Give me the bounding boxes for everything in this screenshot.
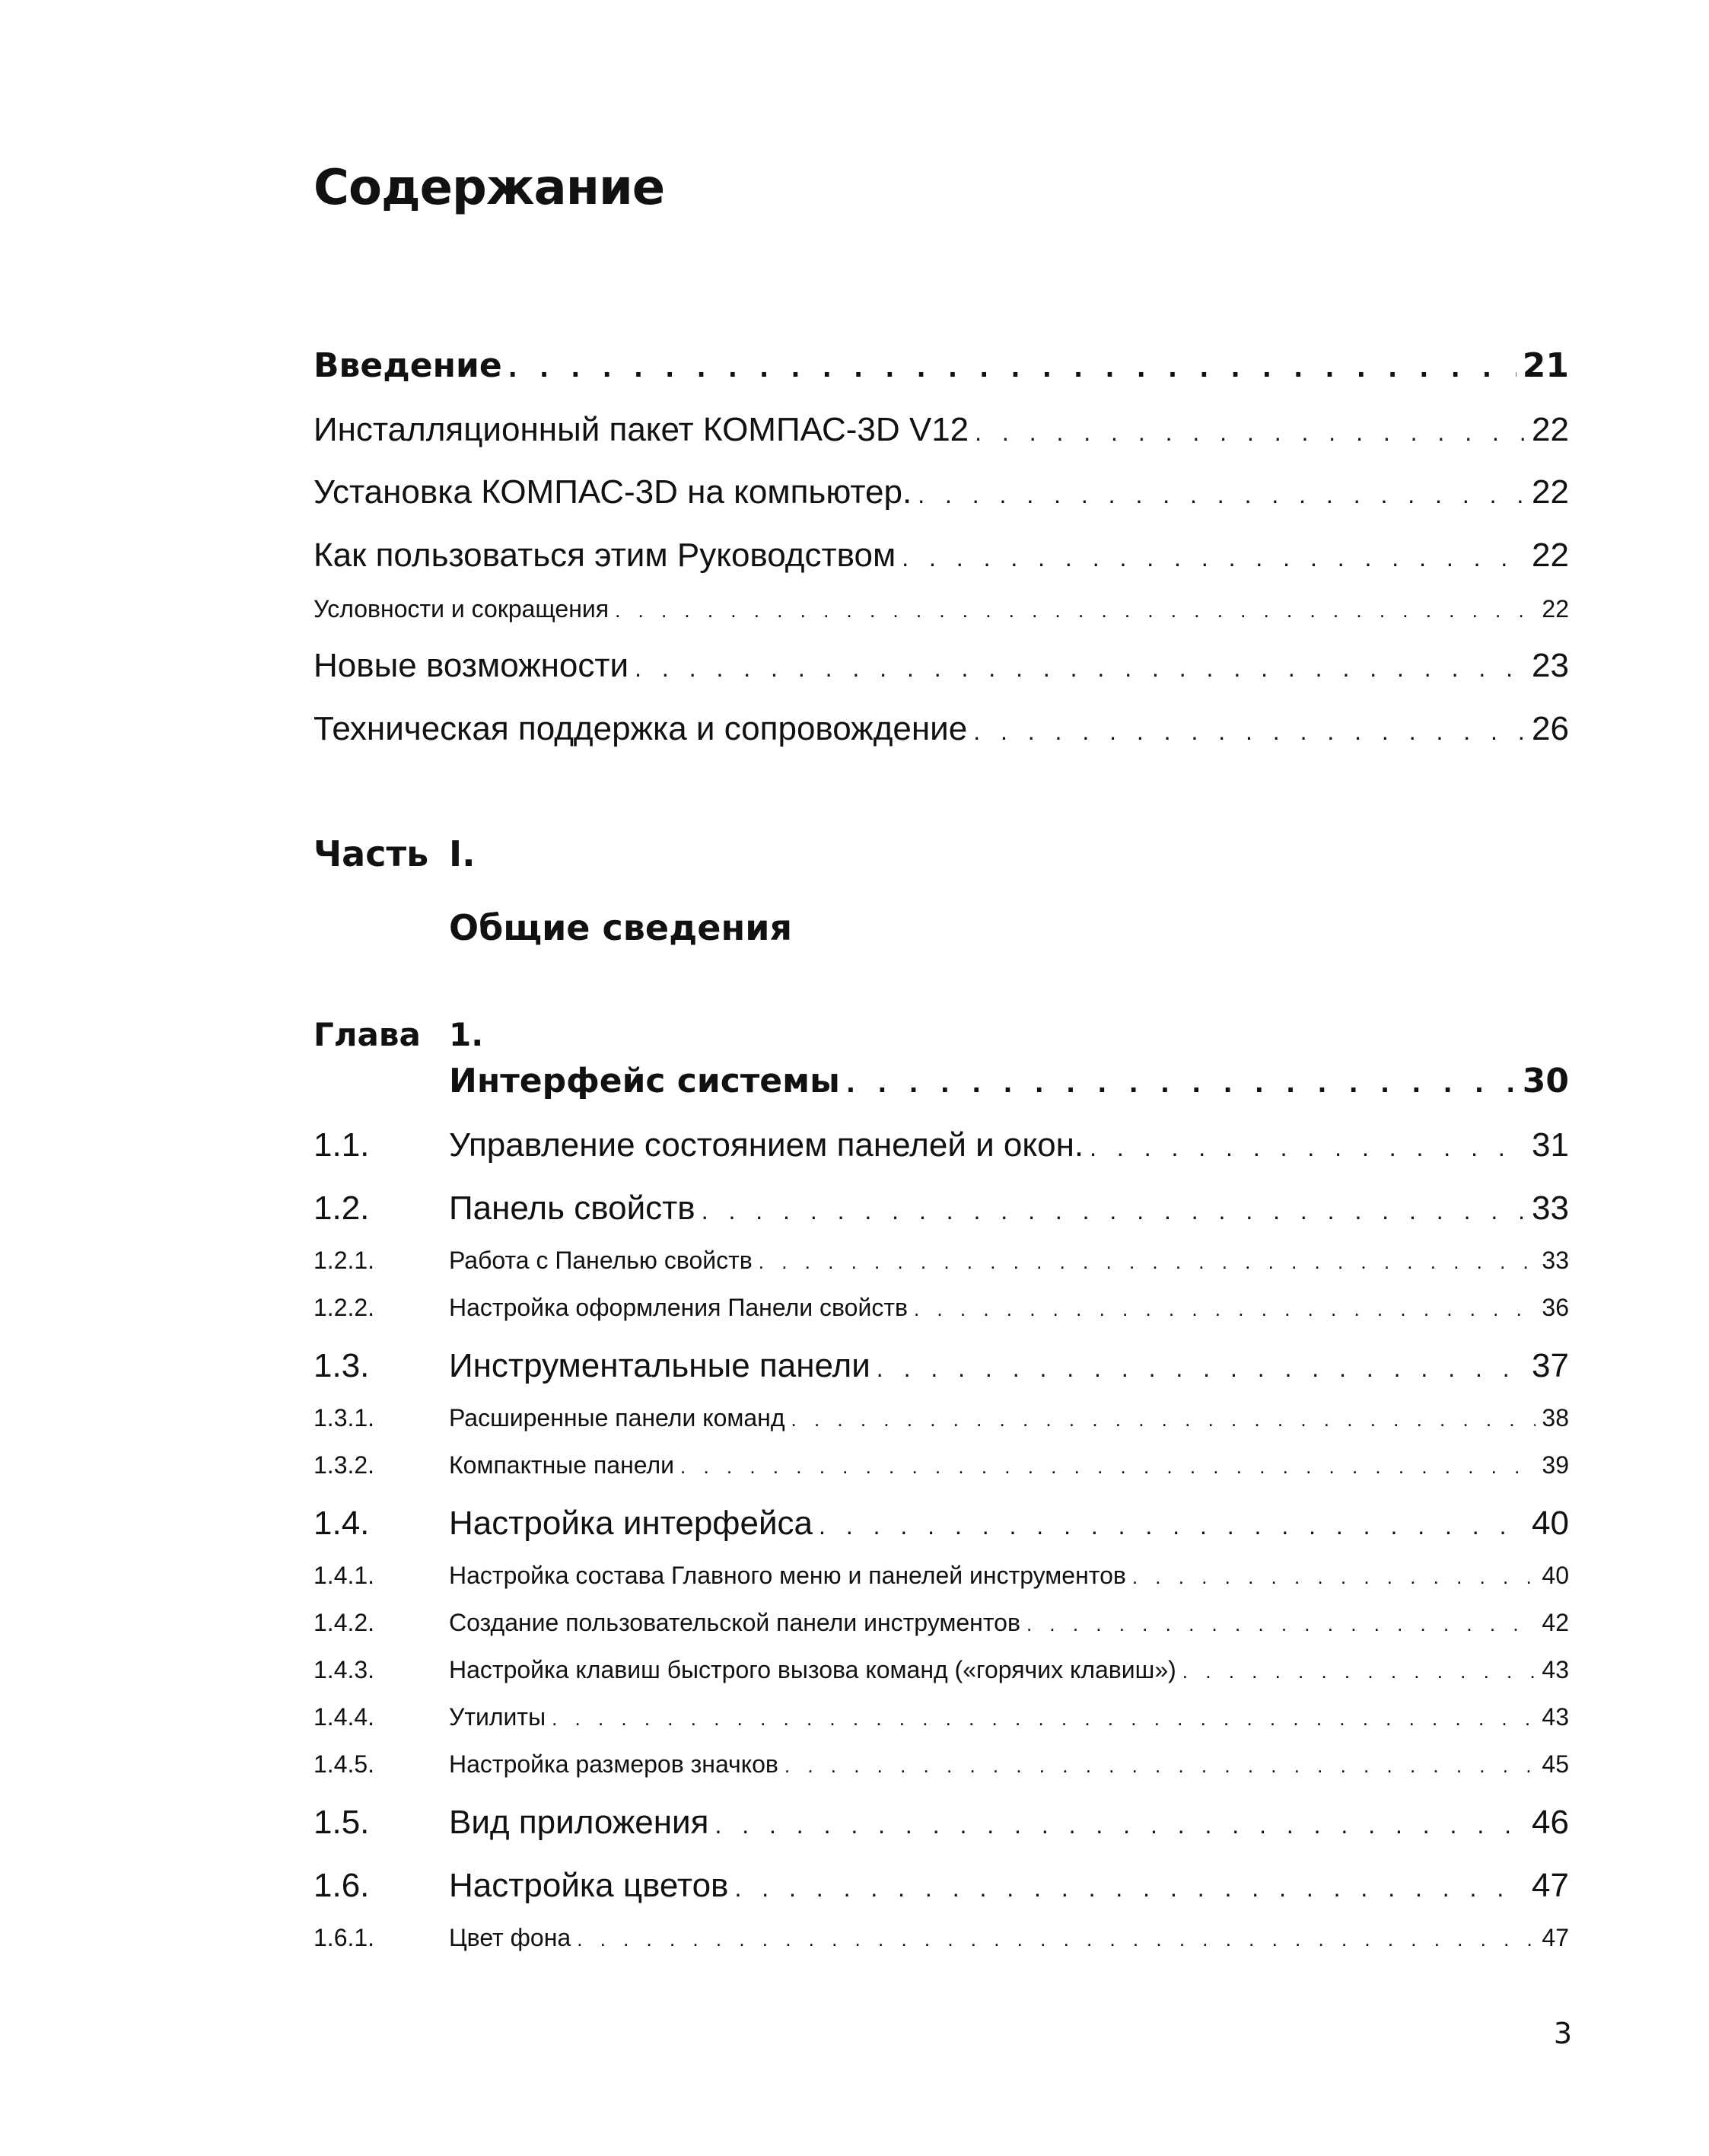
section-number: 1.5. [313,1804,370,1841]
section-number: 1.2.2. [313,1294,375,1321]
toc-entry-title: Работа с Панелью свойств [449,1247,753,1274]
dot-leader [615,599,1536,623]
dot-leader [577,1928,1536,1951]
toc-section[interactable] [313,1505,1569,1543]
dot-leader [1132,1565,1536,1589]
toc-entry-title: Настройка интерфейса [449,1505,813,1542]
toc-entry-title: Цвет фона [449,1924,571,1951]
toc-entry-page: 38 [1542,1404,1569,1431]
toc-entry-title: Настройка клавиш быстрого вызова команд («горячих клавиш») [449,1656,1176,1683]
toc-subsection[interactable] [313,1703,1569,1731]
toc-entry-title: Новые возможности [313,647,629,684]
toc-entry-page: 43 [1542,1656,1569,1683]
toc-entry-page: 21 [1522,346,1569,385]
toc-entry-page: 46 [1532,1804,1569,1841]
toc-entry[interactable] [313,411,1569,449]
toc-entry-page: 26 [1532,710,1569,747]
toc-entry-page: 47 [1542,1924,1569,1951]
toc-subsection[interactable] [313,1404,1569,1432]
page-number: 3 [1553,2017,1572,2050]
section-number: 1.4.5. [313,1750,375,1778]
dot-leader [1182,1660,1536,1683]
toc-entry-page: 43 [1542,1703,1569,1731]
dot-leader [902,544,1526,572]
toc-subsection[interactable] [313,1656,1569,1684]
dot-leader [734,1874,1526,1903]
section-number: 1.4.4. [313,1703,375,1731]
dot-leader [1090,1134,1526,1162]
section-number: 1.3. [313,1347,370,1384]
toc-subsection[interactable] [313,1750,1569,1779]
dot-leader [918,481,1526,509]
toc-entry[interactable] [313,537,1569,575]
dot-leader [791,1408,1536,1431]
toc-entry-title: Утилиты [449,1703,546,1731]
toc-entry-page: 31 [1532,1126,1569,1164]
dot-leader [508,354,1516,383]
dot-leader [846,1069,1516,1098]
toc-entry-title: Техническая поддержка и сопровождение [313,710,968,747]
toc-section[interactable] [313,1347,1569,1385]
toc-entry-title: Управление состоянием панелей и окон. [449,1126,1084,1164]
section-number: 1.4.3. [313,1656,375,1683]
toc-entry-page: 37 [1532,1347,1569,1384]
toc-entry[interactable] [313,710,1569,748]
toc-entry-page: 40 [1532,1505,1569,1542]
part-number: I. [449,833,476,874]
section-number: 1.4.2. [313,1609,375,1636]
toc-entry-page: 33 [1542,1247,1569,1274]
toc-subsection[interactable] [313,1924,1569,1952]
toc-entry-page: 47 [1532,1867,1569,1904]
dot-leader [1026,1613,1536,1636]
toc-entry[interactable] [313,595,1569,623]
toc-entry-page: 23 [1532,647,1569,684]
toc-entry-title: Настройка размеров значков [449,1750,778,1778]
toc-entry[interactable] [313,647,1569,685]
dot-leader [914,1298,1536,1321]
toc-entry-page: 36 [1542,1294,1569,1321]
toc-entry-intro[interactable] [313,346,1569,385]
section-number: 1.4.1. [313,1562,375,1589]
dot-leader [973,718,1526,746]
toc-entry-page: 39 [1542,1451,1569,1479]
toc-entry-title: Инструментальные панели [449,1347,870,1384]
dot-leader [635,654,1526,683]
toc-subsection[interactable] [313,1609,1569,1637]
toc-entry-page: 45 [1542,1750,1569,1778]
toc-entry-title: Как пользоваться этим Руководством [313,537,896,574]
toc-section[interactable] [313,1867,1569,1905]
dot-leader [784,1754,1536,1778]
toc-entry-title: Настройка состава Главного меню и панелей инструментов [449,1562,1126,1589]
toc-subsection[interactable] [313,1247,1569,1275]
dot-leader [714,1811,1526,1839]
toc-entry-title: Установка КОМПАС-3D на компьютер. [313,473,912,511]
section-number: 1.3.1. [313,1404,375,1431]
toc-entry-title: Расширенные панели команд [449,1404,785,1431]
toc-entry-page: 22 [1532,473,1569,511]
section-number: 1.2. [313,1189,370,1227]
toc-entry-page: 22 [1532,537,1569,574]
dot-leader [552,1707,1536,1731]
toc-entry-page: 42 [1542,1609,1569,1636]
toc-entry-page: 22 [1542,595,1569,623]
section-number: 1.4. [313,1505,370,1542]
dot-leader [702,1197,1526,1225]
toc-entry-title: Настройка оформления Панели свойств [449,1294,908,1321]
toc-section[interactable] [313,1126,1569,1164]
part-title: Общие сведения [449,907,792,948]
toc-entry-title: Интерфейс системы [449,1062,840,1100]
toc-entry-page: 30 [1522,1062,1569,1100]
toc-entry-title: Компактные панели [449,1451,675,1479]
toc-entry-title: Панель свойств [449,1189,695,1227]
section-number: 1.3.2. [313,1451,375,1479]
toc-entry-page: 22 [1532,411,1569,448]
dot-leader [877,1355,1526,1383]
toc-entry-title: Вид приложения [449,1804,709,1841]
toc-entry-title: Настройка цветов [449,1867,729,1904]
chapter-label: Глава [313,1016,421,1053]
toc-subsection[interactable] [313,1562,1569,1590]
toc-entry-title: Условности и сокращения [313,595,609,623]
toc-entry-page: 40 [1542,1562,1569,1589]
toc-entry-title: Инсталляционный пакет КОМПАС-3D V12 [313,411,969,448]
toc-entry-title: Введение [313,346,502,385]
toc-entry-title: Создание пользовательской панели инструментов [449,1609,1020,1636]
section-number: 1.6.1. [313,1924,375,1951]
part-label: Часть [313,833,429,874]
dot-leader [680,1455,1536,1479]
section-number: 1.1. [313,1126,370,1164]
toc-entry-page: 33 [1532,1189,1569,1227]
toc-section[interactable] [313,1804,1569,1842]
dot-leader [975,419,1526,447]
chapter-number: 1. [449,1016,484,1053]
section-number: 1.6. [313,1867,370,1904]
page-title: Содержание [313,160,665,216]
section-number: 1.2.1. [313,1247,375,1274]
toc-section[interactable] [313,1189,1569,1228]
toc-entry[interactable] [313,473,1569,511]
dot-leader [759,1250,1536,1274]
toc-subsection[interactable] [313,1451,1569,1479]
dot-leader [819,1512,1526,1540]
toc-subsection[interactable] [313,1294,1569,1322]
toc-entry-chapter[interactable] [449,1062,1569,1100]
